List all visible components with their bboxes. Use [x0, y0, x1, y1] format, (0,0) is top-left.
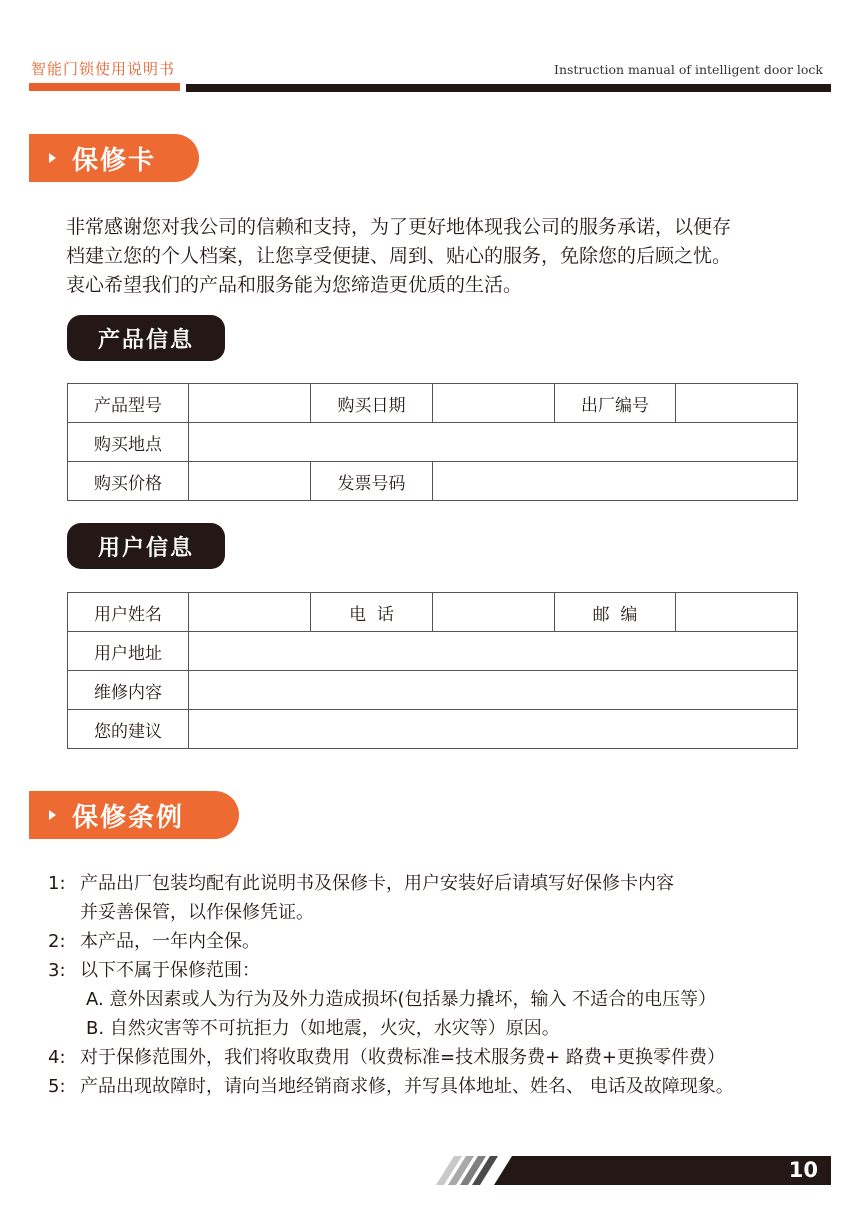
- user-info-table: [67, 592, 798, 749]
- purchase-date-field[interactable]: [433, 384, 555, 423]
- suggestion-field[interactable]: [189, 710, 798, 749]
- intro-line: 非常感谢您对我公司的信赖和支持，为了更好地体现我公司的服务承诺，以便存: [66, 216, 732, 238]
- header-bar-orange: [29, 83, 180, 91]
- triangle-icon: [49, 810, 56, 820]
- item-number: 2:: [48, 931, 66, 952]
- header-bar-black: [186, 84, 831, 92]
- manual-title-en: Instruction manual of intelligent door lock: [554, 62, 823, 77]
- intro-line: 衷心希望我们的产品和服务能为您缔造更优质的生活。: [66, 274, 523, 296]
- repair-content-label: 维修内容: [68, 671, 189, 710]
- intro-paragraph: [66, 213, 826, 300]
- repair-content-field[interactable]: [189, 671, 798, 710]
- subitem-text: A. 意外因素或人为行为及外力造成损坏(包括暴力撬坏，输入 不适合的电压等）: [86, 989, 717, 1010]
- invoice-field[interactable]: [433, 462, 798, 501]
- phone-label: 电 话: [311, 593, 433, 632]
- zip-label: 邮 编: [555, 593, 676, 632]
- table-row: [68, 632, 798, 671]
- item-text: 产品出现故障时，请向当地经销商求修，并写具体地址、姓名、 电话及故障现象。: [80, 1076, 734, 1097]
- terms-list: [48, 869, 734, 1101]
- purchase-place-field[interactable]: [189, 423, 798, 462]
- list-subitem: [48, 985, 734, 1014]
- item-number: 3:: [48, 960, 66, 981]
- price-label: 购买价格: [68, 462, 189, 501]
- page-number: 10: [788, 1158, 818, 1182]
- section-title: 保修条例: [72, 802, 185, 833]
- list-item: [48, 869, 734, 898]
- item-number: 4:: [48, 1047, 66, 1068]
- product-info-table: [67, 383, 798, 501]
- section-warranty-card: [29, 134, 199, 182]
- purchase-place-label: 购买地点: [68, 423, 189, 462]
- phone-field[interactable]: [433, 593, 555, 632]
- triangle-icon: [49, 153, 56, 163]
- user-address-field[interactable]: [189, 632, 798, 671]
- table-row: [68, 593, 798, 632]
- model-label: 产品型号: [68, 384, 189, 423]
- model-field[interactable]: [189, 384, 311, 423]
- user-address-label: 用户地址: [68, 632, 189, 671]
- user-name-field[interactable]: [189, 593, 311, 632]
- manual-title: 智能门锁使用说明书: [31, 60, 176, 78]
- item-text: 以下不属于保修范围：: [80, 960, 260, 981]
- footer-bar: [494, 1156, 831, 1185]
- table-row: [68, 671, 798, 710]
- table-row: [68, 462, 798, 501]
- section-warranty-terms: [29, 791, 239, 839]
- list-item: [48, 1043, 734, 1072]
- item-number: 1:: [48, 873, 66, 894]
- list-item: [48, 956, 734, 985]
- table-row: [68, 384, 798, 423]
- list-item: [48, 927, 734, 956]
- product-info-heading: 产品信息: [67, 315, 225, 361]
- serial-label: 出厂编号: [555, 384, 676, 423]
- user-name-label: 用户姓名: [68, 593, 189, 632]
- item-number: 5:: [48, 1076, 66, 1097]
- intro-line: 档建立您的个人档案，让您享受便捷、周到、贴心的服务，免除您的后顾之忧。: [66, 245, 732, 267]
- item-text: 并妥善保管，以作保修凭证。: [80, 902, 314, 923]
- list-item-continued: [48, 898, 734, 927]
- serial-field[interactable]: [676, 384, 798, 423]
- invoice-label: 发票号码: [311, 462, 433, 501]
- item-text: 本产品，一年内全保。: [80, 931, 260, 952]
- subitem-text: B. 自然灾害等不可抗拒力（如地震，火灾，水灾等）原因。: [86, 1018, 560, 1039]
- zip-field[interactable]: [676, 593, 798, 632]
- table-row: [68, 710, 798, 749]
- list-subitem: [48, 1014, 734, 1043]
- list-item: [48, 1072, 734, 1101]
- suggestion-label: 您的建议: [68, 710, 189, 749]
- user-info-heading: 用户信息: [67, 523, 225, 569]
- purchase-date-label: 购买日期: [311, 384, 433, 423]
- table-row: [68, 423, 798, 462]
- item-text: 产品出厂包装均配有此说明书及保修卡，用户安装好后请填写好保修卡内容: [80, 873, 674, 894]
- section-title: 保修卡: [72, 145, 157, 176]
- price-field[interactable]: [189, 462, 311, 501]
- item-text: 对于保修范围外，我们将收取费用（收费标准=技术服务费+ 路费+更换零件费）: [80, 1047, 725, 1068]
